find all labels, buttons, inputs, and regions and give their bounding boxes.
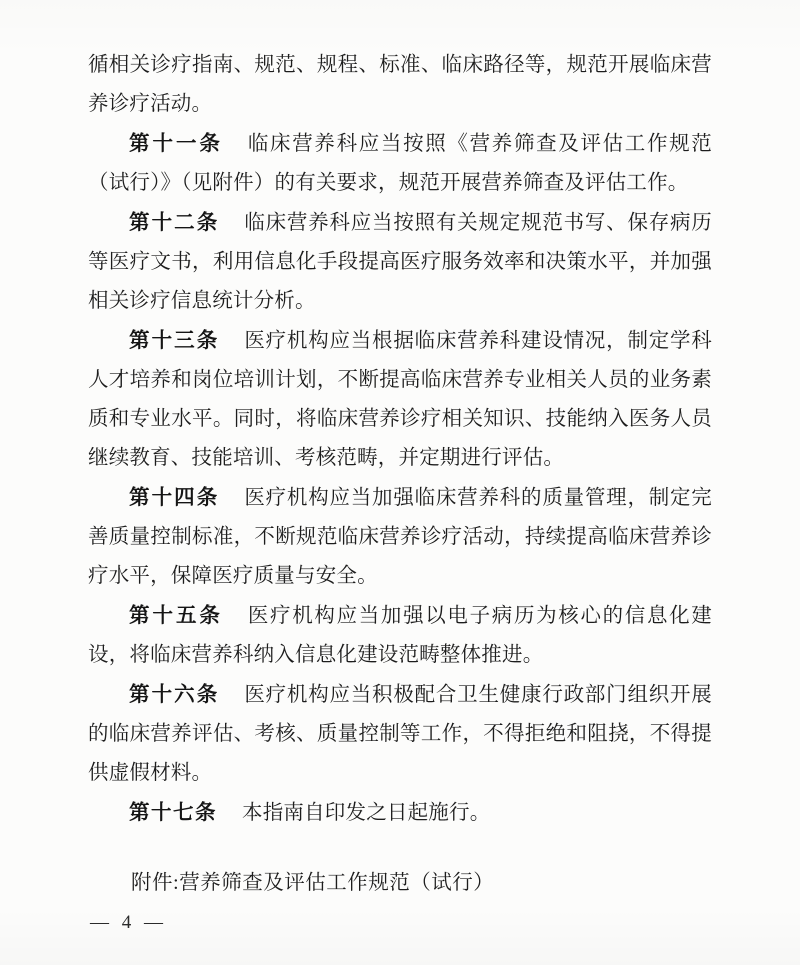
attachment-line: 附件:营养筛查及评估工作规范（试行）: [131, 872, 495, 894]
article-paragraph: [88, 793, 712, 833]
article-paragraph: [88, 124, 712, 203]
article-number: 第十四条: [129, 486, 220, 509]
article-paragraph: [88, 321, 712, 478]
article-text: 医疗机构应当加强临床营养科的质量管理，制定完善质量控制标准，不断规范临床营养诊疗活动，持续提高临床营养诊疗水平，保障医疗质量与安全。: [88, 487, 713, 587]
article-paragraph: [88, 596, 712, 675]
article-paragraph: [88, 46, 712, 124]
article-number: 第十二条: [129, 211, 220, 234]
page-number: — 4 —: [90, 912, 167, 933]
article-text: 医疗机构应当积极配合卫生健康行政部门组织开展的临床营养评估、考核、质量控制等工作，不得拒绝和阻挠，不得提供虚假材料。: [88, 684, 713, 784]
article-number: 第十七条: [129, 801, 217, 824]
article-text: 临床营养科应当按照《营养筛查及评估工作规范（试行）》（见附件）的有关要求，规范开展营养筛查及评估工作。: [88, 133, 713, 194]
article-number: 第十三条: [129, 329, 220, 352]
article-paragraph: [88, 675, 712, 793]
article-number: 第十一条: [129, 132, 223, 155]
article-number: 第十五条: [129, 604, 223, 627]
article-text: 临床营养科应当按照有关规定规范书写、保存病历等医疗文书，利用信息化手段提高医疗服务效率和决策水平，并加强相关诊疗信息统计分析。: [88, 212, 713, 312]
article-paragraph: [88, 203, 712, 321]
article-text: 医疗机构应当加强以电子病历为核心的信息化建设，将临床营养科纳入信息化建设范畴整体推进。: [88, 605, 713, 666]
document-body: [88, 46, 712, 833]
article-number: 第十六条: [129, 683, 220, 706]
article-text: 本指南自印发之日起施行。: [242, 802, 491, 824]
article-text: 循相关诊疗指南、规范、规程、标准、临床路径等，规范开展临床营养诊疗活动。: [88, 54, 712, 115]
article-paragraph: [88, 478, 712, 596]
article-text: 医疗机构应当根据临床营养科建设情况，制定学科人才培养和岗位培训计划，不断提高临床营养专业相关人员的业务素质和专业水平。同时，将临床营养诊疗相关知识、技能纳入医务人员继续教育、技能培训、考核范畴，并定期进行评估。: [88, 330, 713, 469]
